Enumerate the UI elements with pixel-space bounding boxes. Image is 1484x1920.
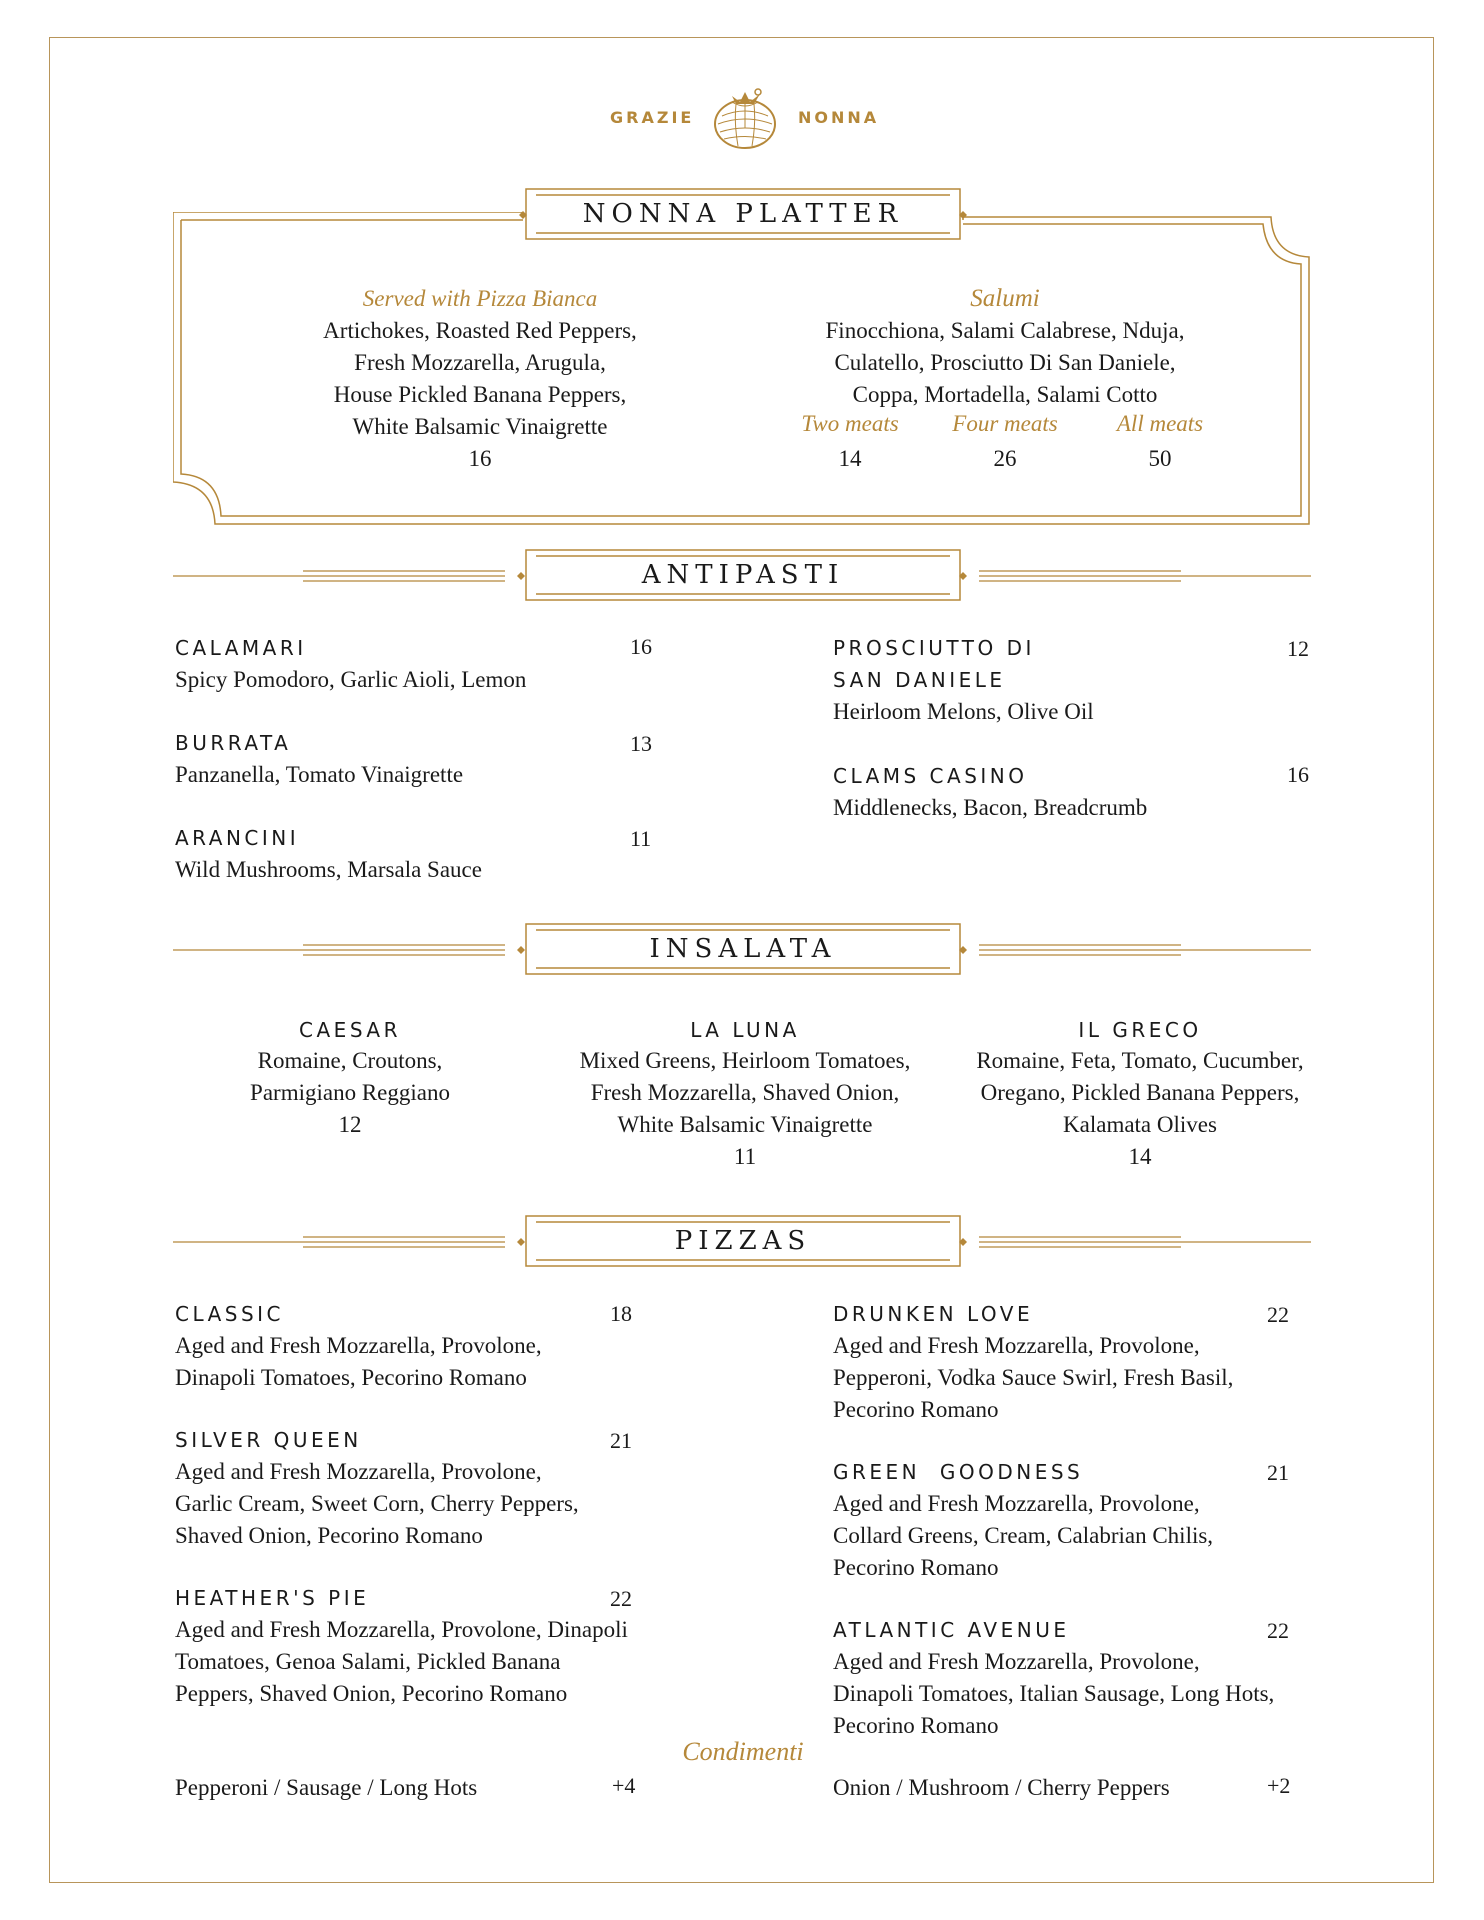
pizza-item-price: 22 [1267, 1302, 1289, 1327]
pizza-item-price: 22 [1267, 1618, 1289, 1643]
pizza-desc-line: Aged and Fresh Mozzarella, Provolone, [833, 1333, 1200, 1358]
pizza-item-name: ATLANTIC AVENUE [833, 1618, 1070, 1642]
antipasti-item-price: 12 [1287, 636, 1309, 661]
antipasti-item-price: 16 [1287, 762, 1309, 787]
insalata-item-line: Parmigiano Reggiano [250, 1080, 450, 1105]
antipasti-item-name: CLAMS CASINO [833, 764, 1028, 788]
pizza-item-desc [833, 1646, 1274, 1742]
section-title-antipasti [524, 548, 962, 602]
brand-left-word: GRAZIE [610, 108, 695, 127]
antipasti-item-name: CALAMARI [175, 636, 307, 660]
antipasti-item-name: BURRATA [175, 731, 292, 755]
platter-left-line: White Balsamic Vinaigrette [352, 414, 608, 439]
platter-option-label: All meats [1116, 411, 1204, 436]
pizza-desc-line: Pecorino Romano [833, 1713, 999, 1738]
condiments-left-items: Pepperoni / Sausage / Long Hots [175, 1775, 478, 1800]
insalata-item-line: Oregano, Pickled Banana Peppers, [980, 1080, 1300, 1105]
brand-right-word: NONNA [798, 108, 880, 127]
condiments-right-items: Onion / Mushroom / Cherry Peppers [833, 1775, 1170, 1800]
platter-left-line: House Pickled Banana Peppers, [333, 382, 627, 407]
tomato-icon [710, 84, 780, 150]
pizza-desc-line: Aged and Fresh Mozzarella, Provolone, [175, 1333, 542, 1358]
pizza-desc-line: Aged and Fresh Mozzarella, Provolone, Dinapoli [175, 1617, 628, 1642]
antipasti-item-desc: Panzanella, Tomato Vinaigrette [175, 762, 464, 787]
pizza-item-name: GREEN GOODNESS [833, 1460, 1084, 1484]
diamond-ornament [515, 210, 971, 220]
pizza-desc-line: Shaved Onion, Pecorino Romano [175, 1523, 483, 1548]
platter-left-line: Artichokes, Roasted Red Peppers, [323, 318, 637, 343]
platter-option-price: 14 [838, 446, 862, 471]
pizza-desc-line: Aged and Fresh Mozzarella, Provolone, [175, 1459, 542, 1484]
pizza-item-name: HEATHER'S PIE [175, 1586, 370, 1610]
pizza-desc-line: Tomatoes, Genoa Salami, Pickled Banana [175, 1649, 561, 1674]
brand-logo [600, 82, 890, 152]
insalata-item-price: 12 [338, 1112, 362, 1137]
platter-right-subtitle: Salumi [970, 285, 1040, 312]
antipasti-item-price: 11 [630, 826, 652, 851]
pizza-item-desc [175, 1456, 579, 1552]
pizza-desc-line: Aged and Fresh Mozzarella, Provolone, [833, 1649, 1200, 1674]
platter-left-price: 16 [468, 446, 492, 471]
platter-left-subtitle: Served with Pizza Bianca [362, 286, 598, 311]
antipasti-item-price: 13 [630, 731, 652, 756]
pizza-desc-line: Aged and Fresh Mozzarella, Provolone, [833, 1491, 1200, 1516]
antipasti-item-desc: Spicy Pomodoro, Garlic Aioli, Lemon [175, 667, 527, 692]
pizza-item-name: DRUNKEN LOVE [833, 1302, 1034, 1326]
pizza-item-price: 21 [1267, 1460, 1289, 1485]
pizza-desc-line: Dinapoli Tomatoes, Pecorino Romano [175, 1365, 527, 1390]
pizza-desc-line: Peppers, Shaved Onion, Pecorino Romano [175, 1681, 568, 1706]
pizza-item-desc [833, 1488, 1213, 1584]
platter-option-price: 26 [993, 446, 1017, 471]
insalata-item-line: White Balsamic Vinaigrette [617, 1112, 873, 1137]
platter-right-line: Culatello, Prosciutto Di San Daniele, [834, 350, 1176, 375]
antipasti-title: ANTIPASTI [641, 560, 845, 590]
section-title-insalata [524, 922, 962, 976]
insalata-item-name: IL GRECO [1078, 1018, 1202, 1042]
pizza-desc-line: Pecorino Romano [833, 1555, 999, 1580]
pizza-desc-line: Collard Greens, Cream, Calabrian Chilis, [833, 1523, 1214, 1548]
platter-right-line: Coppa, Mortadella, Salami Cotto [852, 382, 1158, 407]
condiments-right-price: +2 [1267, 1773, 1291, 1798]
platter-option-label: Two meats [801, 411, 899, 436]
platter-left-line: Fresh Mozzarella, Arugula, [354, 350, 606, 375]
insalata-title: INSALATA [649, 934, 837, 964]
insalata-item-name: LA LUNA [690, 1018, 800, 1042]
pizza-item-desc [833, 1330, 1233, 1426]
insalata-item-price: 11 [733, 1144, 757, 1169]
pizza-item-price: 21 [610, 1428, 632, 1453]
pizza-item-desc [175, 1330, 542, 1394]
platter-right-line: Finocchiona, Salami Calabrese, Nduja, [825, 318, 1185, 343]
insalata-item-name: CAESAR [299, 1018, 401, 1042]
pizza-desc-line: Dinapoli Tomatoes, Italian Sausage, Long Hots, [833, 1681, 1275, 1706]
condiments-title: Condimenti [682, 1737, 804, 1766]
insalata-item-line: Mixed Greens, Heirloom Tomatoes, [579, 1048, 911, 1073]
antipasti-item-desc: Middlenecks, Bacon, Breadcrumb [833, 795, 1148, 820]
pizza-item-price: 22 [610, 1586, 632, 1611]
insalata-item-price: 14 [1128, 1144, 1152, 1169]
pizza-item-name: CLASSIC [175, 1302, 285, 1326]
antipasti-item-name-line2: SAN DANIELE [833, 668, 1006, 692]
platter-left-column [300, 283, 660, 475]
insalata-item [955, 1015, 1325, 1173]
platter-title: NONNA PLATTER [582, 199, 904, 229]
insalata-item [210, 1015, 490, 1141]
pizza-desc-line: Pecorino Romano [833, 1397, 999, 1422]
platter-right-column [795, 283, 1215, 411]
antipasti-item-desc: Heirloom Melons, Olive Oil [833, 699, 1094, 724]
antipasti-item-name: PROSCIUTTO DI [833, 636, 1035, 660]
section-title-pizzas [524, 1214, 962, 1268]
platter-option-price: 50 [1148, 446, 1172, 471]
condiments-left-price: +4 [612, 1773, 636, 1798]
antipasti-item-desc: Wild Mushrooms, Marsala Sauce [175, 857, 482, 882]
platter-option-label: Four meats [952, 411, 1058, 436]
insalata-item-line: Romaine, Feta, Tomato, Cucumber, [976, 1048, 1304, 1073]
insalata-item-line: Fresh Mozzarella, Shaved Onion, [590, 1080, 900, 1105]
antipasti-item-name: ARANCINI [175, 826, 300, 850]
pizza-item-price: 18 [610, 1301, 632, 1326]
pizzas-title: PIZZAS [674, 1226, 812, 1256]
pizza-item-name: SILVER QUEEN [175, 1428, 362, 1452]
antipasti-item-price: 16 [630, 634, 652, 659]
pizza-desc-line: Pepperoni, Vodka Sauce Swirl, Fresh Basil, [833, 1365, 1234, 1390]
pizza-desc-line: Garlic Cream, Sweet Corn, Cherry Peppers, [175, 1491, 579, 1516]
insalata-item-line: Romaine, Croutons, [257, 1048, 443, 1073]
pizza-item-desc [175, 1614, 628, 1710]
insalata-item-line: Kalamata Olives [1063, 1112, 1217, 1137]
insalata-item [560, 1015, 930, 1173]
